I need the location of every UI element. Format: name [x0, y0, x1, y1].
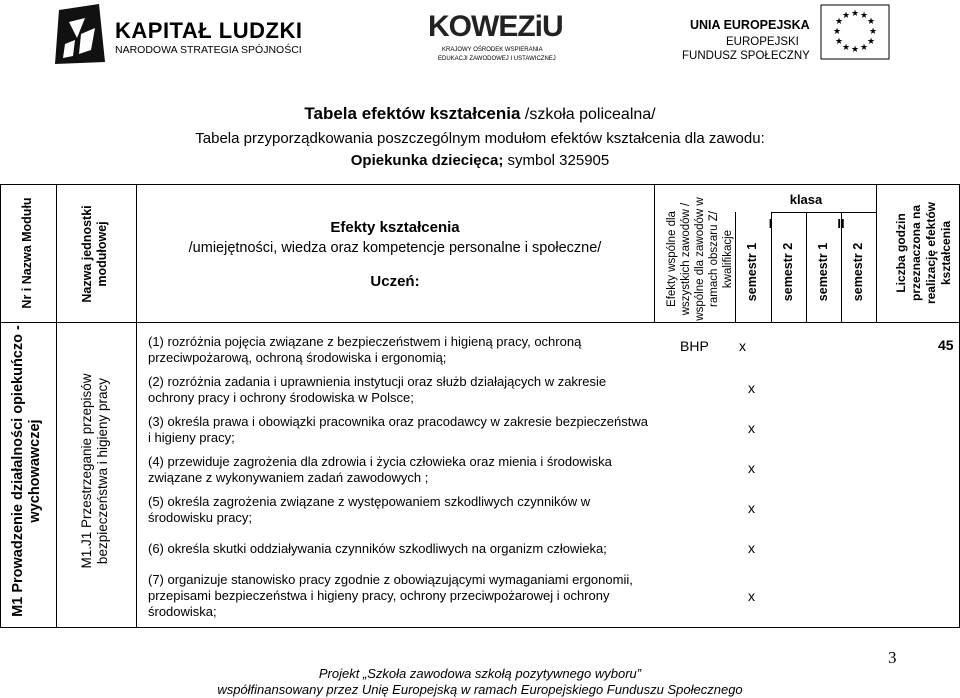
sem1-mark-4: x — [748, 460, 755, 476]
title-line2: Tabela przyporządkowania poszczególnym modułom efektów kształcenia dla zawodu: — [195, 130, 765, 147]
svg-text:★: ★ — [850, 9, 860, 19]
header-effects-title: Efekty kształcenia — [330, 219, 460, 236]
effect-row-6: (6) określa skutki oddziaływania czynników szkodliwych na organizm człowieka; — [148, 541, 607, 556]
sem1-mark-7: x — [748, 588, 755, 604]
effect-row-4: (4) przewiduje zagrożenia dla zdrowia i życia człowieka oraz mienia i środowiska związane z wykonywaniem zadań zawodowych ; — [148, 454, 612, 485]
svg-text:★: ★ — [841, 11, 851, 21]
sem1-mark-2: x — [748, 380, 755, 396]
col-line — [654, 184, 655, 322]
kapital-ludzki-subtitle: NARODOWA STRATEGIA SPÓJNOŚCI — [115, 44, 302, 56]
header-common-effects: Efekty wspólne dla wszystkich zawodów / wspólne dla zawodów w ramach obszaru Z/ kwalifikacje — [666, 197, 734, 321]
header-bottom — [0, 322, 960, 323]
header-semester-1a: semestr 1 — [745, 242, 759, 302]
koweziu-line1: KRAJOWY OŚRODEK WSPIERANIA — [442, 47, 543, 53]
page-number: 3 — [888, 648, 897, 667]
header-semester-2b: semestr 2 — [851, 242, 865, 302]
title-occupation: Opiekunka dziecięca; — [350, 152, 504, 169]
sem1-mark-1: x — [739, 338, 746, 354]
svg-text:★: ★ — [832, 27, 842, 37]
hours-value: 45 — [938, 337, 954, 353]
svg-text:★: ★ — [866, 37, 876, 47]
header-student: Uczeń: — [370, 273, 420, 290]
header-klasa: klasa — [789, 192, 823, 207]
svg-text:★: ★ — [834, 37, 844, 47]
effect-row-1: (1) rozróżnia pojęcia związane z bezpieczeństwem i higieną pracy, ochroną przeciwpożarową, ochroną środowiska i ergonomią; — [148, 334, 582, 365]
title-bold: Tabela efektów kształcenia — [304, 104, 521, 123]
ue-line2: EUROPEJSKI — [726, 36, 799, 48]
header-module: Nr i Nazwa Modułu — [20, 197, 34, 309]
sem1-mark-6: x — [748, 540, 755, 556]
koweziu-logo — [428, 6, 563, 66]
common-effect-bhp: BHP — [680, 338, 709, 354]
header-class-2: II — [837, 216, 845, 231]
klasa-line — [771, 212, 876, 213]
sem1-mark-3: x — [748, 420, 755, 436]
header-semester-1b: semestr 1 — [816, 242, 830, 302]
col-line — [876, 184, 877, 322]
svg-text:★: ★ — [841, 43, 851, 53]
sem1-mark-5: x — [748, 500, 755, 516]
header-semester-2a: semestr 2 — [781, 242, 795, 302]
ue-line1: UNIA EUROPEJSKA — [690, 18, 810, 32]
kapital-ludzki-title: KAPITAŁ LUDZKI — [115, 18, 303, 43]
svg-text:★: ★ — [859, 11, 869, 21]
page-title — [0, 104, 960, 124]
eu-flag-icon — [820, 4, 890, 60]
effect-row-2: (2) rozróżnia zadania i uprawnienia instytucji oraz służb działających w zakresie ochrony pracy i ochrony środowiska w Polsce; — [148, 374, 607, 405]
svg-text:★: ★ — [866, 17, 876, 27]
footer-funding: współfinansowany przez Unię Europejską w ramach Europejskiego Funduszu Społecznego — [217, 682, 743, 697]
module-name: M1 Prowadzenie działalności opiekuńczo - wychowawczej — [10, 325, 43, 617]
col-line — [56, 184, 57, 628]
svg-text:★: ★ — [834, 17, 844, 27]
header-unit: Nazwa jednostki modułowej — [80, 205, 109, 303]
svg-text:★: ★ — [850, 45, 860, 55]
ue-line3: FUNDUSZ SPOŁECZNY — [682, 50, 810, 62]
kapital-ludzki-logo — [55, 4, 303, 68]
effect-row-5: (5) określa zagrożenia związane z występowaniem szkodliwych czynników w środowisku pracy; — [148, 494, 591, 525]
title-line3 — [0, 152, 960, 169]
header-hours: Liczba godzin przeznaczona na realizację efektów kształcenia — [894, 201, 953, 305]
koweziu-wordmark: KOWEZiU — [428, 10, 563, 43]
unit-name: M1.J1 Przestrzeganie przepisów bezpieczeństwa i higieny pracy — [79, 373, 110, 569]
header-effects-sub: /umiejętności, wiedza oraz kompetencje personalne i społeczne/ — [188, 240, 602, 256]
border-top — [0, 184, 960, 185]
effects-table — [0, 184, 960, 628]
title-rest: /szkoła policealna/ — [520, 106, 656, 123]
svg-text:★: ★ — [868, 27, 878, 37]
footer-project: Projekt „Szkoła zawodowa szkołą pozytywnego wyboru” — [318, 666, 642, 681]
title-symbol: symbol 325905 — [503, 152, 610, 169]
col-line — [0, 184, 1, 628]
effect-row-7: (7) organizuje stanowisko pracy zgodnie z obowiązującymi wymaganiami ergonomii, przepisami bezpieczeństwa i higieny pracy, ochrony przeciwpożarowej i ochrony środowiska; — [148, 572, 633, 619]
effect-row-3: (3) określa prawa i obowiązki pracownika oraz pracodawcy w zakresie bezpieczeństwa i higieny pracy; — [148, 414, 648, 445]
border-bottom — [0, 627, 960, 628]
kapital-ludzki-mark-icon — [55, 4, 107, 66]
header-class-1: I — [768, 216, 773, 231]
svg-text:★: ★ — [859, 43, 869, 53]
koweziu-line2: EDUKACJI ZAWODOWEJ I USTAWICZNEJ — [438, 56, 556, 62]
